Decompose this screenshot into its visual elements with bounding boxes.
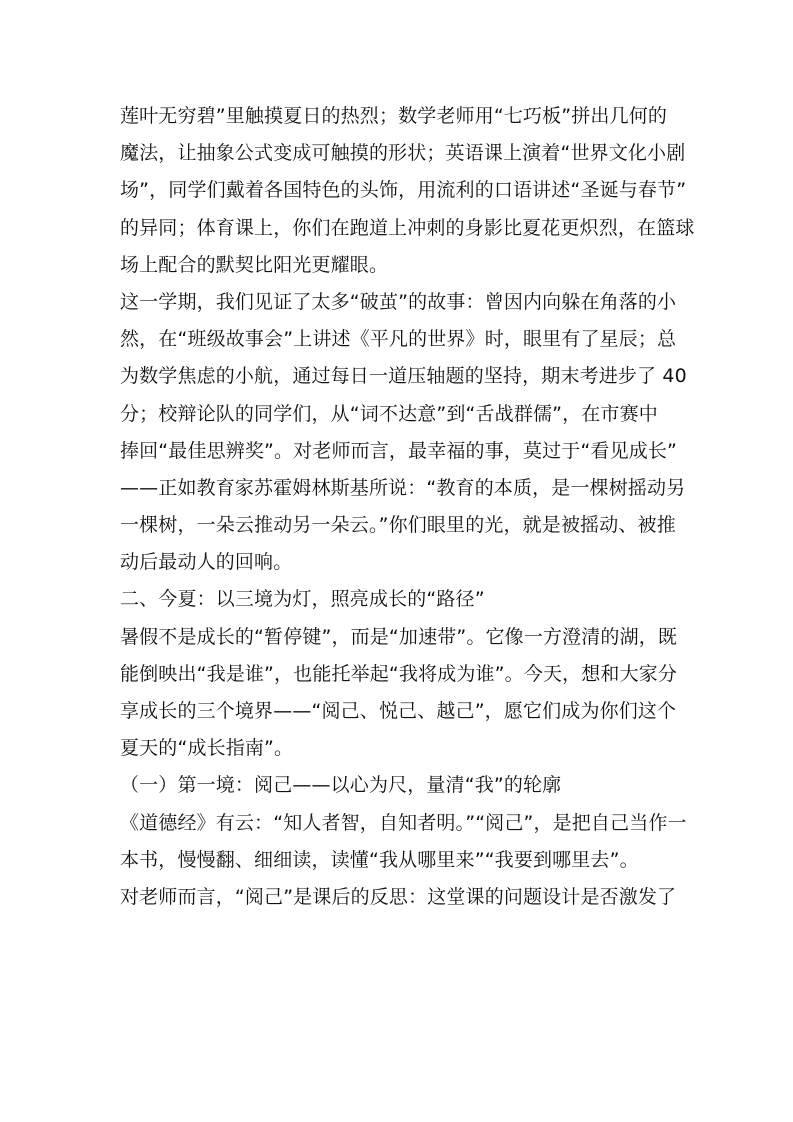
text-line: 暑假不是成长的“暂停键”，而是“加速带”。它像一方澄清的湖，既 bbox=[120, 625, 678, 648]
text-line: 场上配合的默契比阳光更耀眼。 bbox=[120, 253, 389, 276]
text-line: 为数学焦虑的小航，通过每日一道压轴题的坚持，期末考进步了 40 bbox=[120, 365, 687, 388]
section-heading: 二、今夏：以三境为灯，照亮成长的“路径” bbox=[120, 588, 485, 611]
text-line: 本书，慢慢翻、细细读，读懂“我从哪里来”“我要到哪里去”。 bbox=[120, 848, 639, 871]
document-body bbox=[120, 98, 695, 916]
text-line: ——正如教育家苏霍姆林斯基所说：“教育的本质，是一棵树摇动另 bbox=[120, 476, 686, 499]
text-line: 《道德经》有云：“知人者智，自知者明。”“阅己”，是把自己当作一 bbox=[120, 811, 687, 834]
text-line: 魔法，让抽象公式变成可触摸的形状；英语课上演着“世界文化小剧 bbox=[120, 142, 686, 165]
subsection-heading: （一）第一境：阅己——以心为尺，量清“我”的轮廓 bbox=[120, 774, 562, 797]
text-line: 享成长的三个境界——“阅己、悦己、越己”，愿它们成为你们这个 bbox=[120, 700, 677, 722]
text-line: 对老师而言，“阅己”是课后的反思：这堂课的问题设计是否激发了 bbox=[120, 885, 677, 908]
text-line: 动后最动人的回响。 bbox=[120, 551, 293, 574]
text-line: 捧回“最佳思辨奖”。对老师而言，最幸福的事，莫过于“看见成长” bbox=[120, 439, 678, 462]
text-line: 这一学期，我们见证了太多“破茧”的故事：曾因内向躲在角落的小 bbox=[120, 290, 677, 313]
text-line: 能倒映出“我是谁”，也能托举起“我将成为谁”。今天，想和大家分 bbox=[120, 662, 678, 685]
text-line: 的异同；体育课上，你们在跑道上冲刺的身影比夏花更炽烈，在篮球 bbox=[120, 216, 695, 239]
text-line: 一棵树，一朵云推动另一朵云。”你们眼里的光，就是被摇动、被推 bbox=[120, 514, 676, 537]
text-line: 夏天的“成长指南”。 bbox=[120, 737, 294, 760]
text-line: 莲叶无穷碧”里触摸夏日的热烈；数学老师用“七巧板”拼出几何的 bbox=[120, 105, 668, 127]
text-line: 分；校辩论队的同学们，从“词不达意”到“舌战群儒”，在市赛中 bbox=[120, 402, 658, 425]
text-line: 场”，同学们戴着各国特色的头饰，用流利的口语讲述“圣诞与春节” bbox=[120, 179, 687, 202]
text-line: 然，在“班级故事会”上讲述《平凡的世界》时，眼里有了星辰；总 bbox=[120, 328, 677, 351]
